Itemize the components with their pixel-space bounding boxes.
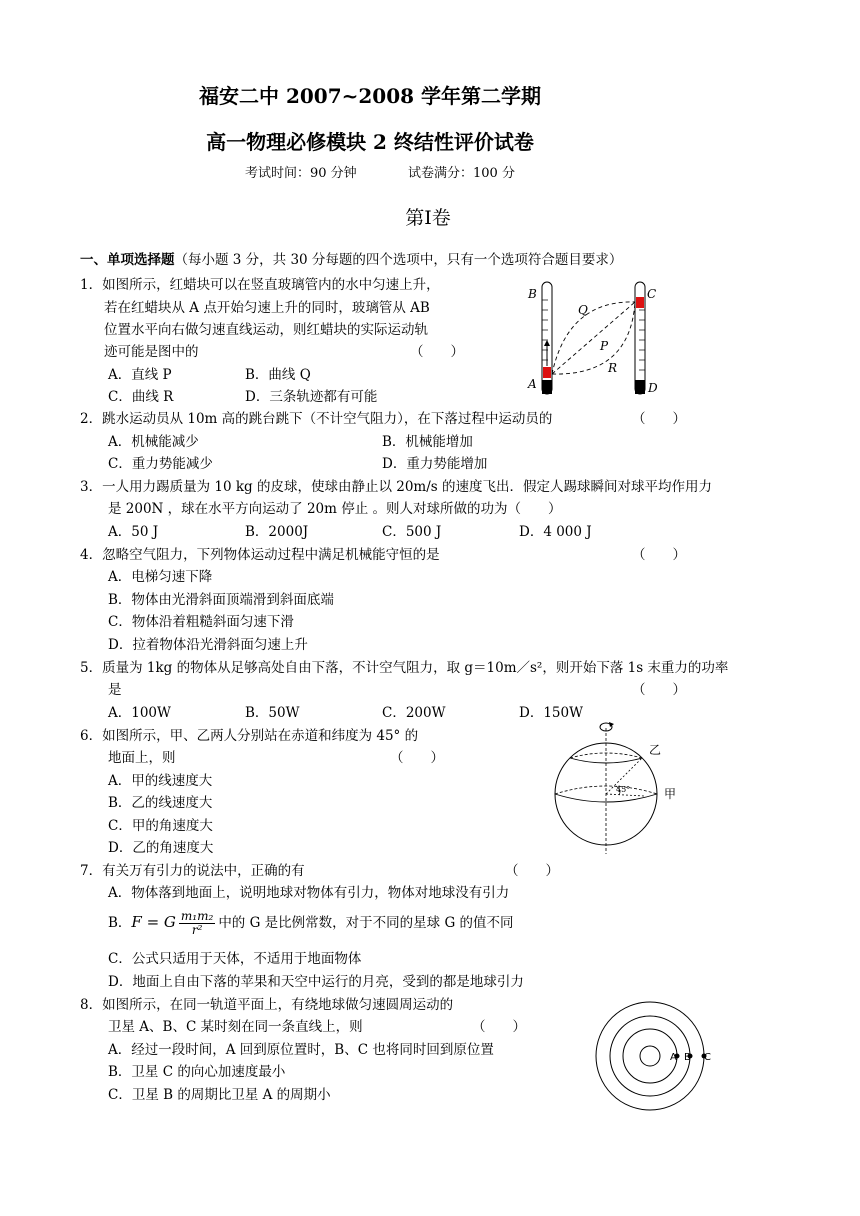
q8-fig-label-a: A (670, 1052, 677, 1063)
q6-option-a: A．甲的线速度大 (108, 773, 213, 789)
q2-answer-paren: （ ） (632, 411, 686, 427)
volume-label: 第Ⅰ卷 (405, 207, 451, 229)
q4-stem: 4．忽略空气阻力，下列物体运动过程中满足机械能守恒的是 (80, 547, 440, 563)
q7-option-c: C．公式只适用于天体，不适用于地面物体 (108, 951, 362, 967)
q1-fig-label-b: B (528, 287, 537, 301)
q3-line2: 是 200N ，球在水平方向运动了 20m 停止 。则人对球所做的功为（ ） (108, 501, 562, 517)
formula-numerator: m₁m₂ (180, 909, 214, 923)
q1-answer-paren: （ ） (410, 344, 464, 360)
q5-option-c: C．200W (382, 705, 446, 721)
q2-option-a: A．机械能减少 (108, 434, 199, 450)
q5-option-d: D．150W (519, 705, 583, 721)
q6-earth-figure (548, 716, 688, 856)
q1-line3: 位置水平向右做匀速直线运动，则红蜡块的实际运动轨 (104, 322, 428, 338)
q5-line1: 5．质量为 1kg 的物体从足够高处自由下落，不计空气阻力，取 g＝10m／s²，则开始下落 1s 末重力的功率 (80, 660, 729, 676)
q6-line1: 6．如图所示，甲、乙两人分别站在赤道和纬度为 45° 的 (80, 728, 419, 744)
q8-option-a: A．经过一段时间，A 回到原位置时，B、C 也将同时回到原位置 (108, 1042, 494, 1058)
q7-option-b-prefix: B． (108, 915, 132, 931)
q2-option-d: D．重力势能增加 (382, 456, 488, 472)
q8-option-b: B．卫星 C 的向心加速度最小 (108, 1064, 286, 1080)
q6-fig-angle: 45° (616, 785, 631, 794)
q5-option-a: A．100W (108, 705, 171, 721)
q6-fig-label-jia: 甲 (664, 787, 677, 801)
q4-option-d: D．拉着物体沿光滑斜面匀速上升 (108, 637, 308, 653)
q7-option-b-suffix: 中的 G 是比例常数，对于不同的星球 G 的值不同 (218, 915, 514, 931)
q8-answer-paren: （ ） (472, 1019, 526, 1035)
q1-line1: 1．如图所示，红蜡块可以在竖直玻璃管内的水中匀速上升， (80, 277, 440, 293)
q4-answer-paren: （ ） (632, 547, 686, 563)
q2-option-b: B．机械能增加 (382, 434, 473, 450)
q1-fig-label-c: C (647, 287, 657, 301)
q4-option-b: B．物体由光滑斜面顶端滑到斜面底端 (108, 592, 334, 608)
q8-line1: 8．如图所示，在同一轨道平面上，有绕地球做匀速圆周运动的 (80, 997, 454, 1013)
q1-option-a: A．直线 P (108, 367, 172, 383)
gravitation-formula-lhs: F = G (131, 913, 176, 931)
q6-fig-label-yi: 乙 (649, 743, 662, 757)
q7-option-d: D．地面上自由下落的苹果和天空中运行的月亮，受到的都是地球引力 (108, 974, 524, 990)
q5-answer-paren: （ ） (632, 682, 686, 698)
q1-option-b: B．曲线 Q (245, 367, 311, 383)
q3-option-a: A．50 J (108, 524, 159, 540)
exam-title-line2: 高一物理必修模块 2 终结性评价试卷 (206, 130, 534, 154)
q5-line2: 是 (108, 682, 122, 698)
section-header (80, 251, 622, 269)
q1-line2: 若在红蜡块从 A 点开始匀速上升的同时，玻璃管从 AB (104, 300, 430, 316)
q3-option-b: B．2000J (245, 524, 309, 540)
q1-fig-label-a: A (528, 377, 537, 391)
q7-stem: 7．有关万有引力的说法中，正确的有 (80, 863, 305, 879)
q6-option-c: C．甲的角速度大 (108, 818, 213, 834)
q8-option-c: C．卫星 B 的周期比卫星 A 的周期小 (108, 1087, 331, 1103)
q8-fig-label-c: C (704, 1052, 711, 1063)
q1-line4: 迹可能是图中的 (104, 344, 199, 360)
full-score: 试卷满分：100 分 (408, 166, 515, 181)
q1-fig-label-q: Q (578, 303, 588, 317)
q1-glass-tube-figure (520, 280, 670, 400)
q8-line2: 卫星 A、B、C 某时刻在同一条直线上，则 (108, 1019, 363, 1035)
q3-line1: 3．一人用力踢质量为 10 kg 的皮球，使球由静止以 20m/s 的速度飞出．假定人踢球瞬间对球平均作用力 (80, 479, 713, 495)
section-title: 一、单项选择题 (80, 252, 175, 268)
formula-denominator: r² (191, 923, 203, 937)
q1-fig-label-r: R (608, 361, 618, 375)
q1-fig-label-p: P (600, 339, 609, 353)
q6-line2: 地面上，则 (108, 750, 176, 766)
q1-option-d: D．三条轨迹都有可能 (245, 389, 378, 405)
q2-stem: 2．跳水运动员从 10m 高的跳台跳下（不计空气阻力），在下落过程中运动员的 (80, 411, 553, 427)
section-note: （每小题 3 分，共 30 分每题的四个选项中，只有一个选项符合题目要求） (174, 252, 623, 268)
q4-option-a: A．电梯匀速下降 (108, 569, 213, 585)
q7-option-b (108, 906, 514, 939)
q2-option-c: C．重力势能减少 (108, 456, 213, 472)
q8-fig-label-b: B (684, 1052, 691, 1063)
q4-option-c: C．物体沿着粗糙斜面匀速下滑 (108, 614, 294, 630)
q1-fig-label-d: D (648, 381, 658, 395)
q3-option-c: C．500 J (382, 524, 442, 540)
exam-time: 考试时间：90 分钟 (245, 166, 357, 181)
q7-option-a: A．物体落到地面上，说明地球对物体有引力，物体对地球没有引力 (108, 885, 510, 901)
gravitation-formula-fraction (179, 910, 215, 937)
q5-option-b: B．50W (245, 705, 300, 721)
q6-answer-paren: （ ） (390, 750, 444, 766)
q3-option-d: D．4 000 J (519, 524, 592, 540)
exam-title-line1: 福安二中 2007~2008 学年第二学期 (198, 84, 541, 108)
q6-option-d: D．乙的角速度大 (108, 840, 214, 856)
q7-answer-paren: （ ） (505, 863, 559, 879)
q8-orbits-figure (590, 1000, 720, 1115)
q1-option-c: C．曲线 R (108, 389, 174, 405)
q6-option-b: B．乙的线速度大 (108, 795, 213, 811)
